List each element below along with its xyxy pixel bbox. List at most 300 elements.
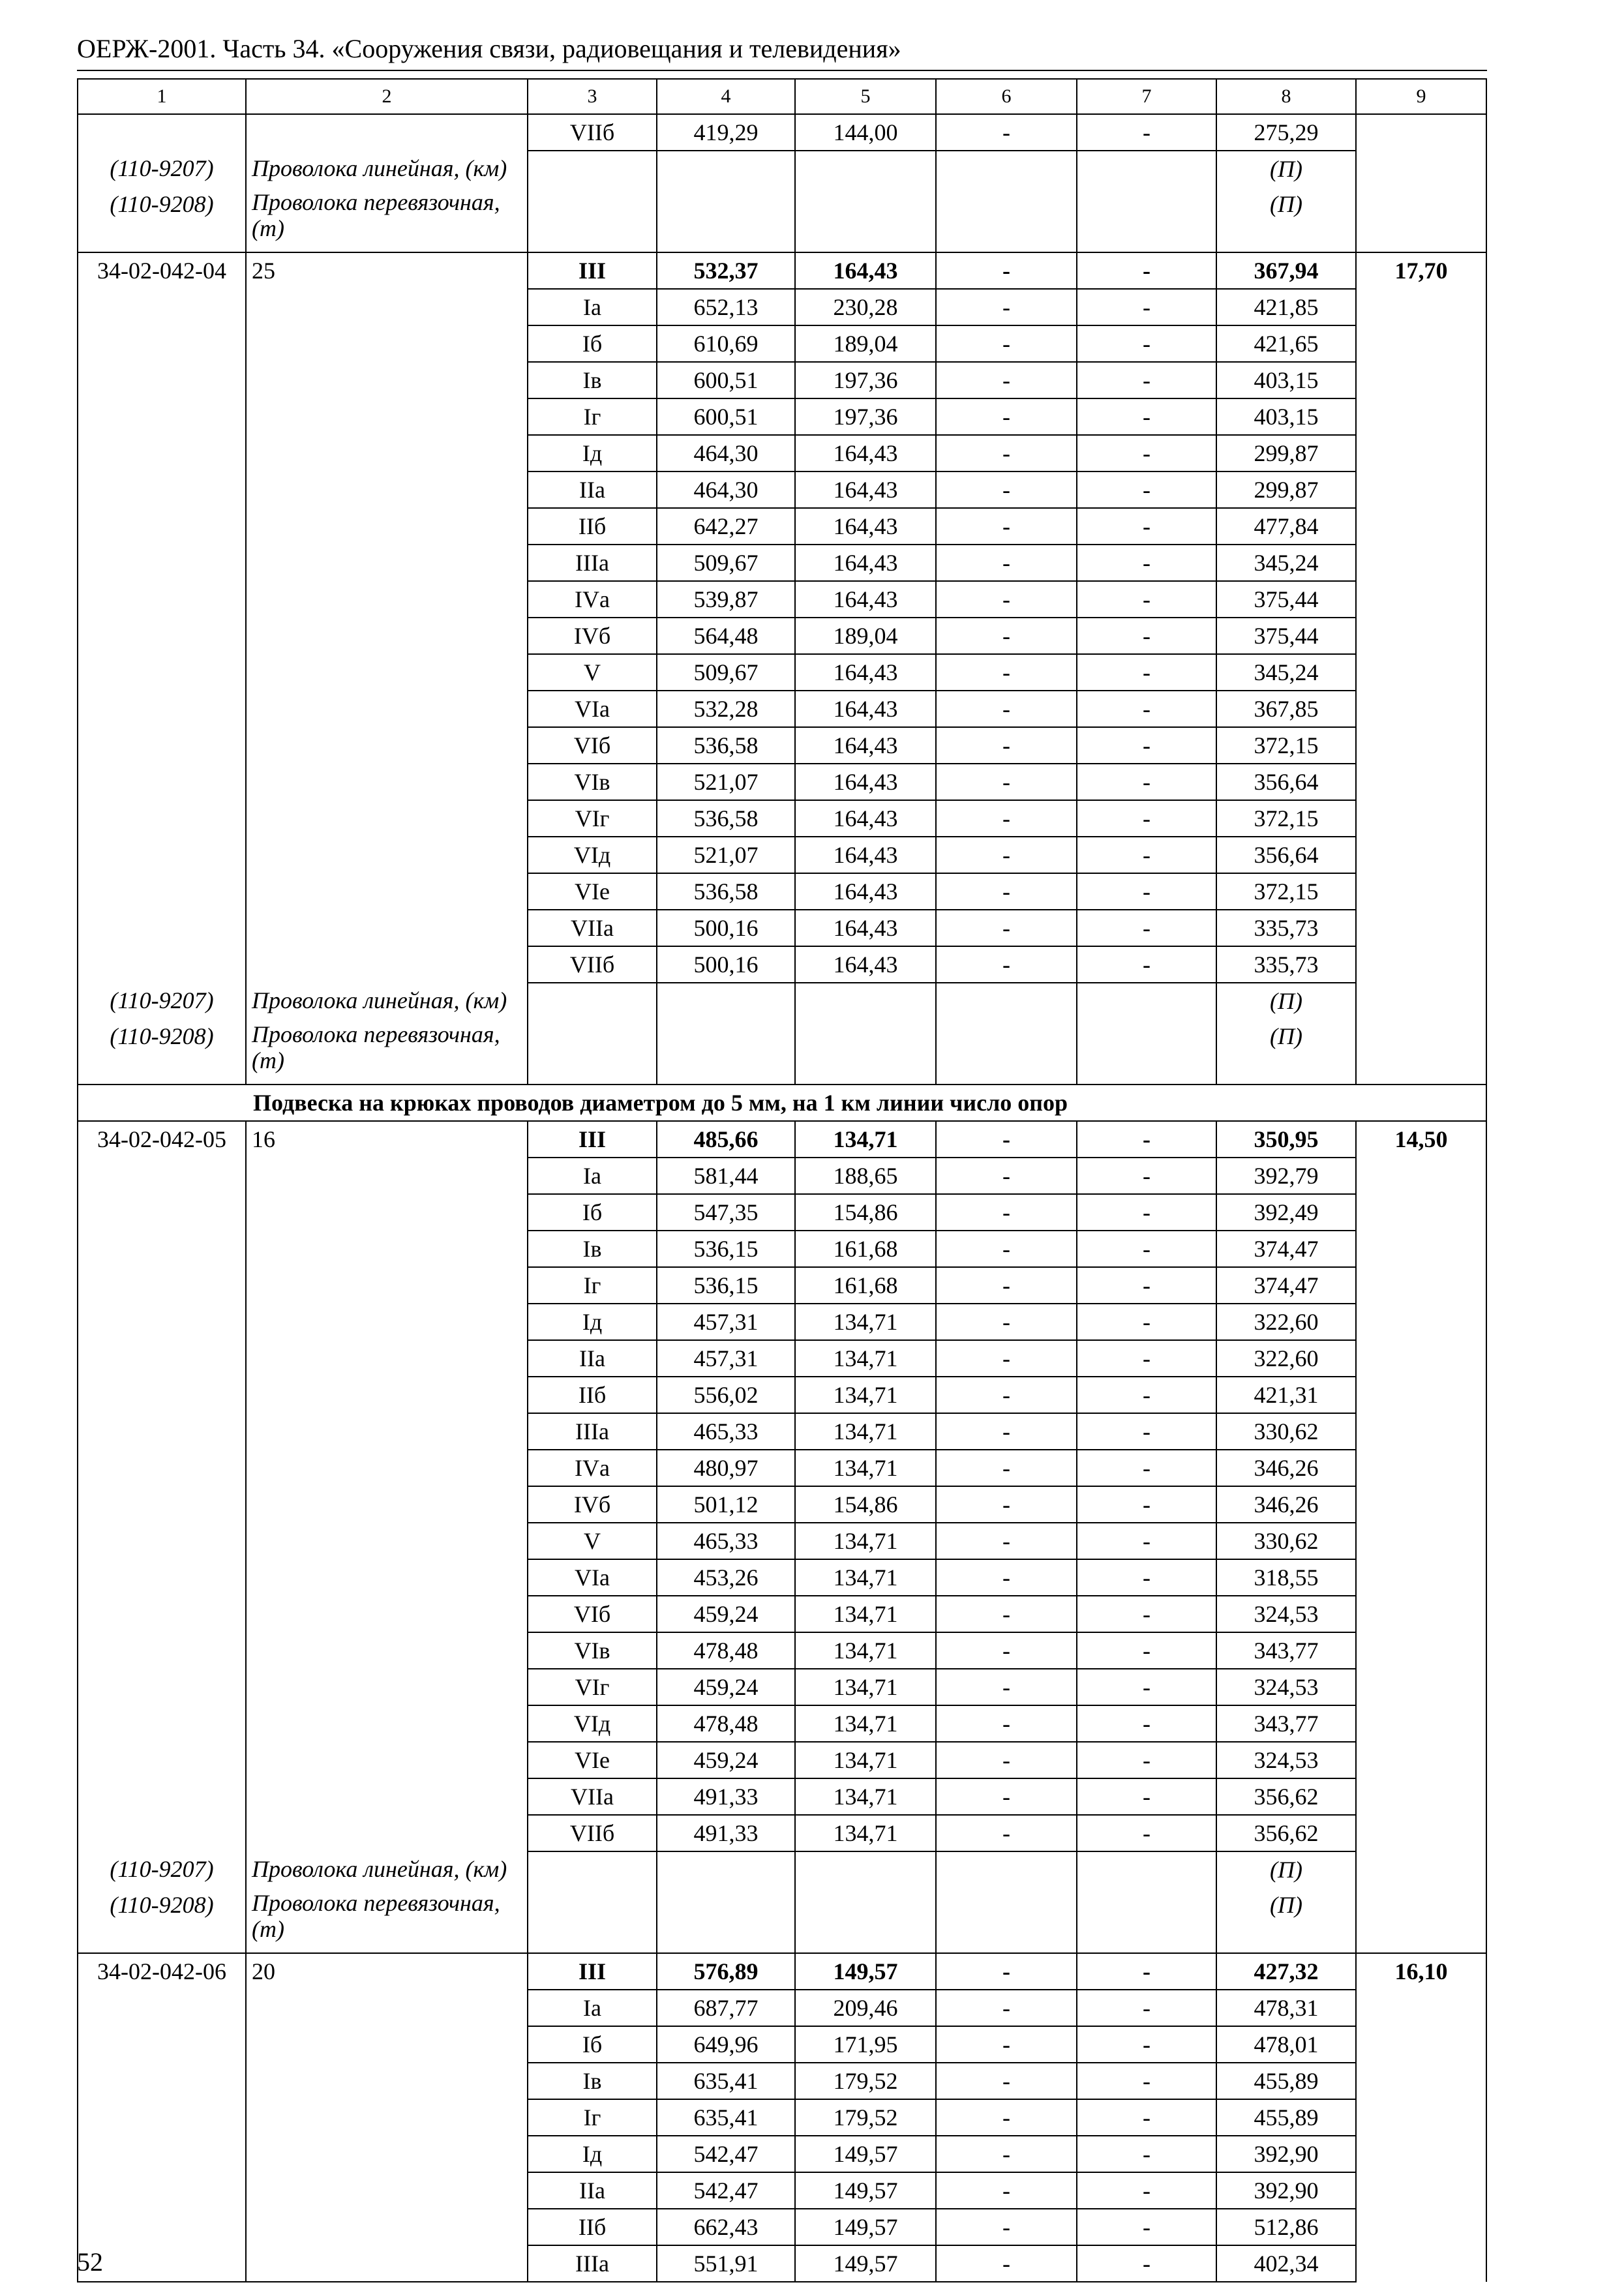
table-row [78, 2026, 1486, 2063]
quantity [246, 1559, 528, 1596]
cell-value: - [936, 2209, 1077, 2245]
cell-value: 149,57 [795, 1953, 936, 1990]
rate-code [78, 508, 246, 545]
cell-value: 350,95 [1216, 1121, 1356, 1158]
cell-value: 465,33 [657, 1413, 795, 1450]
cell-value: - [1077, 545, 1216, 581]
labor-value [1356, 946, 1486, 983]
labor-value [1356, 545, 1486, 581]
cell-value: 330,62 [1216, 1523, 1356, 1559]
cell-value: 134,71 [795, 1304, 936, 1340]
cell-value: 374,47 [1216, 1231, 1356, 1267]
labor-value [1356, 837, 1486, 873]
cell-value: 403,15 [1216, 398, 1356, 435]
quantity [246, 764, 528, 800]
cell-value: 509,67 [657, 654, 795, 691]
cell-value: V [528, 654, 657, 691]
cell-value: 164,43 [795, 837, 936, 873]
labor-value [1356, 654, 1486, 691]
table-row [78, 2245, 1486, 2282]
table-row [78, 1778, 1486, 1815]
cell-value: 161,68 [795, 1267, 936, 1304]
cell-value: - [936, 727, 1077, 764]
material-code: (110-9207) [78, 151, 246, 187]
cell-value: 134,71 [795, 1778, 936, 1815]
cell-value: - [936, 1486, 1077, 1523]
empty-cell [657, 983, 795, 1019]
rate-code [78, 1304, 246, 1340]
cell-value: - [936, 471, 1077, 508]
cell-value: 343,77 [1216, 1705, 1356, 1742]
labor-value [1356, 2245, 1486, 2282]
cell-value: 144,00 [795, 114, 936, 151]
cell-value: 375,44 [1216, 581, 1356, 618]
cell-value: - [936, 618, 1077, 654]
labor-value [1356, 1450, 1486, 1486]
cell-value: 610,69 [657, 325, 795, 362]
cell-value: 346,26 [1216, 1450, 1356, 1486]
cell-value: IIа [528, 2172, 657, 2209]
table-row [78, 1304, 1486, 1340]
cell-value: 164,43 [795, 800, 936, 837]
table-row [78, 1450, 1486, 1486]
empty-cell [936, 1887, 1077, 1953]
empty-cell [1356, 187, 1486, 252]
empty-cell [528, 151, 657, 187]
cell-value: 188,65 [795, 1158, 936, 1194]
material-code: (110-9208) [78, 1019, 246, 1085]
quantity [246, 362, 528, 398]
column-numbers-row [78, 79, 1486, 114]
labor-value [1356, 2209, 1486, 2245]
rate-code [78, 1559, 246, 1596]
empty-cell [1356, 1851, 1486, 1887]
cell-value: 356,64 [1216, 837, 1356, 873]
quantity [246, 1990, 528, 2026]
rate-code [78, 1815, 246, 1851]
cell-value: Iв [528, 362, 657, 398]
cell-value: IIIа [528, 2245, 657, 2282]
cell-value: 547,35 [657, 1194, 795, 1231]
cell-value: 149,57 [795, 2245, 936, 2282]
labor-value [1356, 1742, 1486, 1778]
cell-value: 662,43 [657, 2209, 795, 2245]
cell-value: 367,94 [1216, 252, 1356, 289]
table-row [78, 252, 1486, 289]
cell-value: 485,66 [657, 1121, 795, 1158]
cell-value: 542,47 [657, 2172, 795, 2209]
cell-value: - [1077, 1778, 1216, 1815]
cell-value: 164,43 [795, 946, 936, 983]
column-number: 9 [1356, 79, 1486, 114]
cell-value: - [1077, 910, 1216, 946]
rate-code [78, 654, 246, 691]
cell-value: VIв [528, 764, 657, 800]
cell-value: 154,86 [795, 1194, 936, 1231]
cell-value: 275,29 [1216, 114, 1356, 151]
cell-value: 230,28 [795, 289, 936, 325]
cell-value: - [1077, 1194, 1216, 1231]
rate-code [78, 1377, 246, 1413]
empty-cell [528, 187, 657, 252]
labor-value [1356, 2063, 1486, 2099]
cell-value: 402,34 [1216, 2245, 1356, 2282]
cell-value: - [1077, 1267, 1216, 1304]
rate-code [78, 1523, 246, 1559]
cell-value: - [1077, 1158, 1216, 1194]
quantity [246, 1669, 528, 1705]
column-number: 5 [795, 79, 936, 114]
table-row [78, 1194, 1486, 1231]
quantity [246, 2209, 528, 2245]
table-row [78, 1815, 1486, 1851]
cell-value: 164,43 [795, 545, 936, 581]
empty-cell [936, 187, 1077, 252]
cell-value: 392,90 [1216, 2136, 1356, 2172]
cell-value: - [936, 1596, 1077, 1632]
rate-code [78, 618, 246, 654]
table-row [78, 114, 1486, 151]
table-row [78, 545, 1486, 581]
labor-value [1356, 1377, 1486, 1413]
labor-value [1356, 435, 1486, 471]
rate-code [78, 1990, 246, 2026]
cell-value: 652,13 [657, 289, 795, 325]
cell-value: - [1077, 2245, 1216, 2282]
column-number: 2 [246, 79, 528, 114]
cell-value: 179,52 [795, 2063, 936, 2099]
table-row [78, 1377, 1486, 1413]
table-row [78, 2063, 1486, 2099]
cell-value: - [936, 1450, 1077, 1486]
cell-value: - [936, 398, 1077, 435]
cell-value: - [936, 545, 1077, 581]
table-row [78, 2136, 1486, 2172]
quantity [246, 1632, 528, 1669]
material-code: (110-9208) [78, 1887, 246, 1953]
empty-cell [936, 151, 1077, 187]
cell-value: 459,24 [657, 1596, 795, 1632]
material-code: (110-9207) [78, 1851, 246, 1887]
material-row [78, 1019, 1486, 1085]
cell-value: - [936, 2026, 1077, 2063]
cell-value: 556,02 [657, 1377, 795, 1413]
rate-code [78, 1705, 246, 1742]
cell-value: - [936, 837, 1077, 873]
cell-value: - [1077, 1596, 1216, 1632]
cell-value: III [528, 252, 657, 289]
cell-value: 635,41 [657, 2099, 795, 2136]
table-row [78, 1632, 1486, 1669]
table-row [78, 1953, 1486, 1990]
quantity [246, 1158, 528, 1194]
cell-value: 164,43 [795, 471, 936, 508]
labor-value [1356, 1304, 1486, 1340]
cell-value: 164,43 [795, 581, 936, 618]
cell-value: 356,64 [1216, 764, 1356, 800]
cell-value: 478,01 [1216, 2026, 1356, 2063]
cell-value: 542,47 [657, 2136, 795, 2172]
cell-value: 564,48 [657, 618, 795, 654]
cell-value: - [1077, 114, 1216, 151]
cell-value: Iг [528, 1267, 657, 1304]
table-row [78, 1742, 1486, 1778]
cell-value: 491,33 [657, 1815, 795, 1851]
cell-value: - [1077, 1523, 1216, 1559]
rate-code [78, 764, 246, 800]
cell-value: - [1077, 581, 1216, 618]
cell-value: 171,95 [795, 2026, 936, 2063]
cell-value: 478,31 [1216, 1990, 1356, 2026]
material-note: (П) [1216, 1887, 1356, 1953]
rate-code [78, 398, 246, 435]
cell-value: - [1077, 1632, 1216, 1669]
labor-value [1356, 2026, 1486, 2063]
rate-code [78, 1632, 246, 1669]
empty-cell [795, 983, 936, 1019]
cell-value: 478,48 [657, 1632, 795, 1669]
empty-cell [936, 983, 1077, 1019]
cell-value: 480,97 [657, 1450, 795, 1486]
table-row [78, 618, 1486, 654]
cell-value: 536,15 [657, 1231, 795, 1267]
cell-value: 551,91 [657, 2245, 795, 2282]
labor-value [1356, 2136, 1486, 2172]
cell-value: 335,73 [1216, 946, 1356, 983]
cell-value: 134,71 [795, 1815, 936, 1851]
material-row [78, 1851, 1486, 1887]
cell-value: 134,71 [795, 1523, 936, 1559]
labor-value [1356, 910, 1486, 946]
cell-value: VIд [528, 1705, 657, 1742]
empty-cell [1356, 983, 1486, 1019]
cell-value: - [1077, 1413, 1216, 1450]
table-row [78, 946, 1486, 983]
cell-value: - [936, 764, 1077, 800]
labor-value [1356, 1340, 1486, 1377]
labor-value [1356, 1231, 1486, 1267]
cell-value: 455,89 [1216, 2099, 1356, 2136]
cell-value: 299,87 [1216, 435, 1356, 471]
cell-value: 154,86 [795, 1486, 936, 1523]
cell-value: 134,71 [795, 1340, 936, 1377]
table-row [78, 508, 1486, 545]
table-row [78, 1340, 1486, 1377]
material-note: (П) [1216, 1019, 1356, 1085]
rate-code [78, 289, 246, 325]
quantity [246, 1194, 528, 1231]
cell-value: 536,15 [657, 1267, 795, 1304]
cell-value: IIа [528, 471, 657, 508]
cell-value: - [1077, 2172, 1216, 2209]
cell-value: - [1077, 1990, 1216, 2026]
cell-value: IIб [528, 1377, 657, 1413]
cell-value: - [1077, 508, 1216, 545]
rate-code [78, 2136, 246, 2172]
cell-value: 324,53 [1216, 1742, 1356, 1778]
cell-value: - [936, 1990, 1077, 2026]
table-row [78, 362, 1486, 398]
table-row [78, 325, 1486, 362]
cell-value: - [936, 1953, 1077, 1990]
table-row [78, 1559, 1486, 1596]
cell-value: 465,33 [657, 1523, 795, 1559]
labor-value [1356, 2172, 1486, 2209]
labor-value [1356, 1669, 1486, 1705]
rate-code [78, 1778, 246, 1815]
column-number: 1 [78, 79, 246, 114]
rate-code [78, 2026, 246, 2063]
cell-value: VIв [528, 1632, 657, 1669]
empty-cell [528, 1019, 657, 1085]
cell-value: VIIб [528, 1815, 657, 1851]
cell-value: 322,60 [1216, 1340, 1356, 1377]
cell-value: 392,49 [1216, 1194, 1356, 1231]
labor-value [1356, 362, 1486, 398]
quantity [246, 1413, 528, 1450]
empty-cell [657, 151, 795, 187]
table-row [78, 910, 1486, 946]
labor-value [1356, 508, 1486, 545]
quantity [246, 946, 528, 983]
cell-value: Iд [528, 1304, 657, 1340]
labor-value [1356, 1815, 1486, 1851]
cell-value: - [1077, 1486, 1216, 1523]
empty-cell [795, 187, 936, 252]
empty-cell [657, 1851, 795, 1887]
cell-value: 134,71 [795, 1742, 936, 1778]
quantity [246, 691, 528, 727]
empty-cell [1356, 151, 1486, 187]
empty-cell [528, 1851, 657, 1887]
section-title: Подвеска на крюках проводов диаметром до 5 мм, на 1 км линии число опор [78, 1085, 1486, 1121]
table-row [78, 1413, 1486, 1450]
labor-value [1356, 114, 1486, 151]
rate-code [78, 1194, 246, 1231]
table-row [78, 727, 1486, 764]
quantity [246, 581, 528, 618]
cell-value: 600,51 [657, 362, 795, 398]
cell-value: - [936, 362, 1077, 398]
cell-value: - [1077, 471, 1216, 508]
cell-value: - [936, 2063, 1077, 2099]
cell-value: 600,51 [657, 398, 795, 435]
cell-value: - [936, 1705, 1077, 1742]
material-note: (П) [1216, 983, 1356, 1019]
cell-value: IIб [528, 508, 657, 545]
cell-value: - [1077, 1742, 1216, 1778]
cell-value: IIб [528, 2209, 657, 2245]
material-name: Проволока линейная, (км) [246, 151, 528, 187]
empty-cell [657, 1887, 795, 1953]
quantity [246, 1377, 528, 1413]
cell-value: - [1077, 764, 1216, 800]
table-row [78, 1596, 1486, 1632]
quantity [246, 1486, 528, 1523]
cell-value: - [1077, 2209, 1216, 2245]
quantity [246, 1450, 528, 1486]
cell-value: - [936, 289, 1077, 325]
cell-value: 459,24 [657, 1742, 795, 1778]
cell-value: Iд [528, 2136, 657, 2172]
quantity [246, 289, 528, 325]
rate-code [78, 1158, 246, 1194]
rate-code [78, 1413, 246, 1450]
quantity [246, 1778, 528, 1815]
labor-value [1356, 398, 1486, 435]
cell-value: Iб [528, 1194, 657, 1231]
cell-value: - [936, 946, 1077, 983]
quantity [246, 471, 528, 508]
cell-value: IVб [528, 1486, 657, 1523]
cell-value: - [1077, 362, 1216, 398]
cell-value: 345,24 [1216, 654, 1356, 691]
table-row [78, 2099, 1486, 2136]
cell-value: 134,71 [795, 1450, 936, 1486]
cell-value: 419,29 [657, 114, 795, 151]
empty-cell [1077, 1019, 1216, 1085]
cell-value: 521,07 [657, 764, 795, 800]
cell-value: Iб [528, 325, 657, 362]
quantity [246, 800, 528, 837]
cell-value: VIа [528, 1559, 657, 1596]
cell-value: 427,32 [1216, 1953, 1356, 1990]
column-number: 4 [657, 79, 795, 114]
labor-value [1356, 1990, 1486, 2026]
rate-code [78, 2209, 246, 2245]
cell-value: - [936, 1158, 1077, 1194]
material-name: Проволока линейная, (км) [246, 1851, 528, 1887]
cell-value: 164,43 [795, 435, 936, 471]
cell-value: IIа [528, 1340, 657, 1377]
cell-value: - [936, 2245, 1077, 2282]
cell-value: 372,15 [1216, 800, 1356, 837]
cell-value: - [936, 581, 1077, 618]
labor-value [1356, 1778, 1486, 1815]
page-header: ОЕРЖ-2001. Часть 34. «Сооружения связи, радиовещания и телевидения» [77, 36, 1487, 71]
quantity [246, 1742, 528, 1778]
cell-value: 457,31 [657, 1340, 795, 1377]
empty-cell [936, 1019, 1077, 1085]
cell-value: - [1077, 1559, 1216, 1596]
cell-value: - [1077, 727, 1216, 764]
empty-cell [1356, 1887, 1486, 1953]
empty-cell [1077, 187, 1216, 252]
labor-value [1356, 471, 1486, 508]
table-row [78, 1486, 1486, 1523]
cell-value: 134,71 [795, 1705, 936, 1742]
quantity: 25 [246, 252, 528, 289]
table-row [78, 1669, 1486, 1705]
material-name: Проволока линейная, (км) [246, 983, 528, 1019]
cell-value: 536,58 [657, 727, 795, 764]
empty-cell [528, 983, 657, 1019]
table-row [78, 800, 1486, 837]
labor-value [1356, 618, 1486, 654]
rate-code [78, 2099, 246, 2136]
column-number: 7 [1077, 79, 1216, 114]
labor-value [1356, 691, 1486, 727]
empty-cell [795, 1019, 936, 1085]
cell-value: 421,65 [1216, 325, 1356, 362]
cell-value: 164,43 [795, 727, 936, 764]
quantity: 16 [246, 1121, 528, 1158]
cell-value: IVа [528, 581, 657, 618]
labor-value: 17,70 [1356, 252, 1486, 289]
table-row [78, 435, 1486, 471]
empty-cell [1356, 1019, 1486, 1085]
column-number: 6 [936, 79, 1077, 114]
